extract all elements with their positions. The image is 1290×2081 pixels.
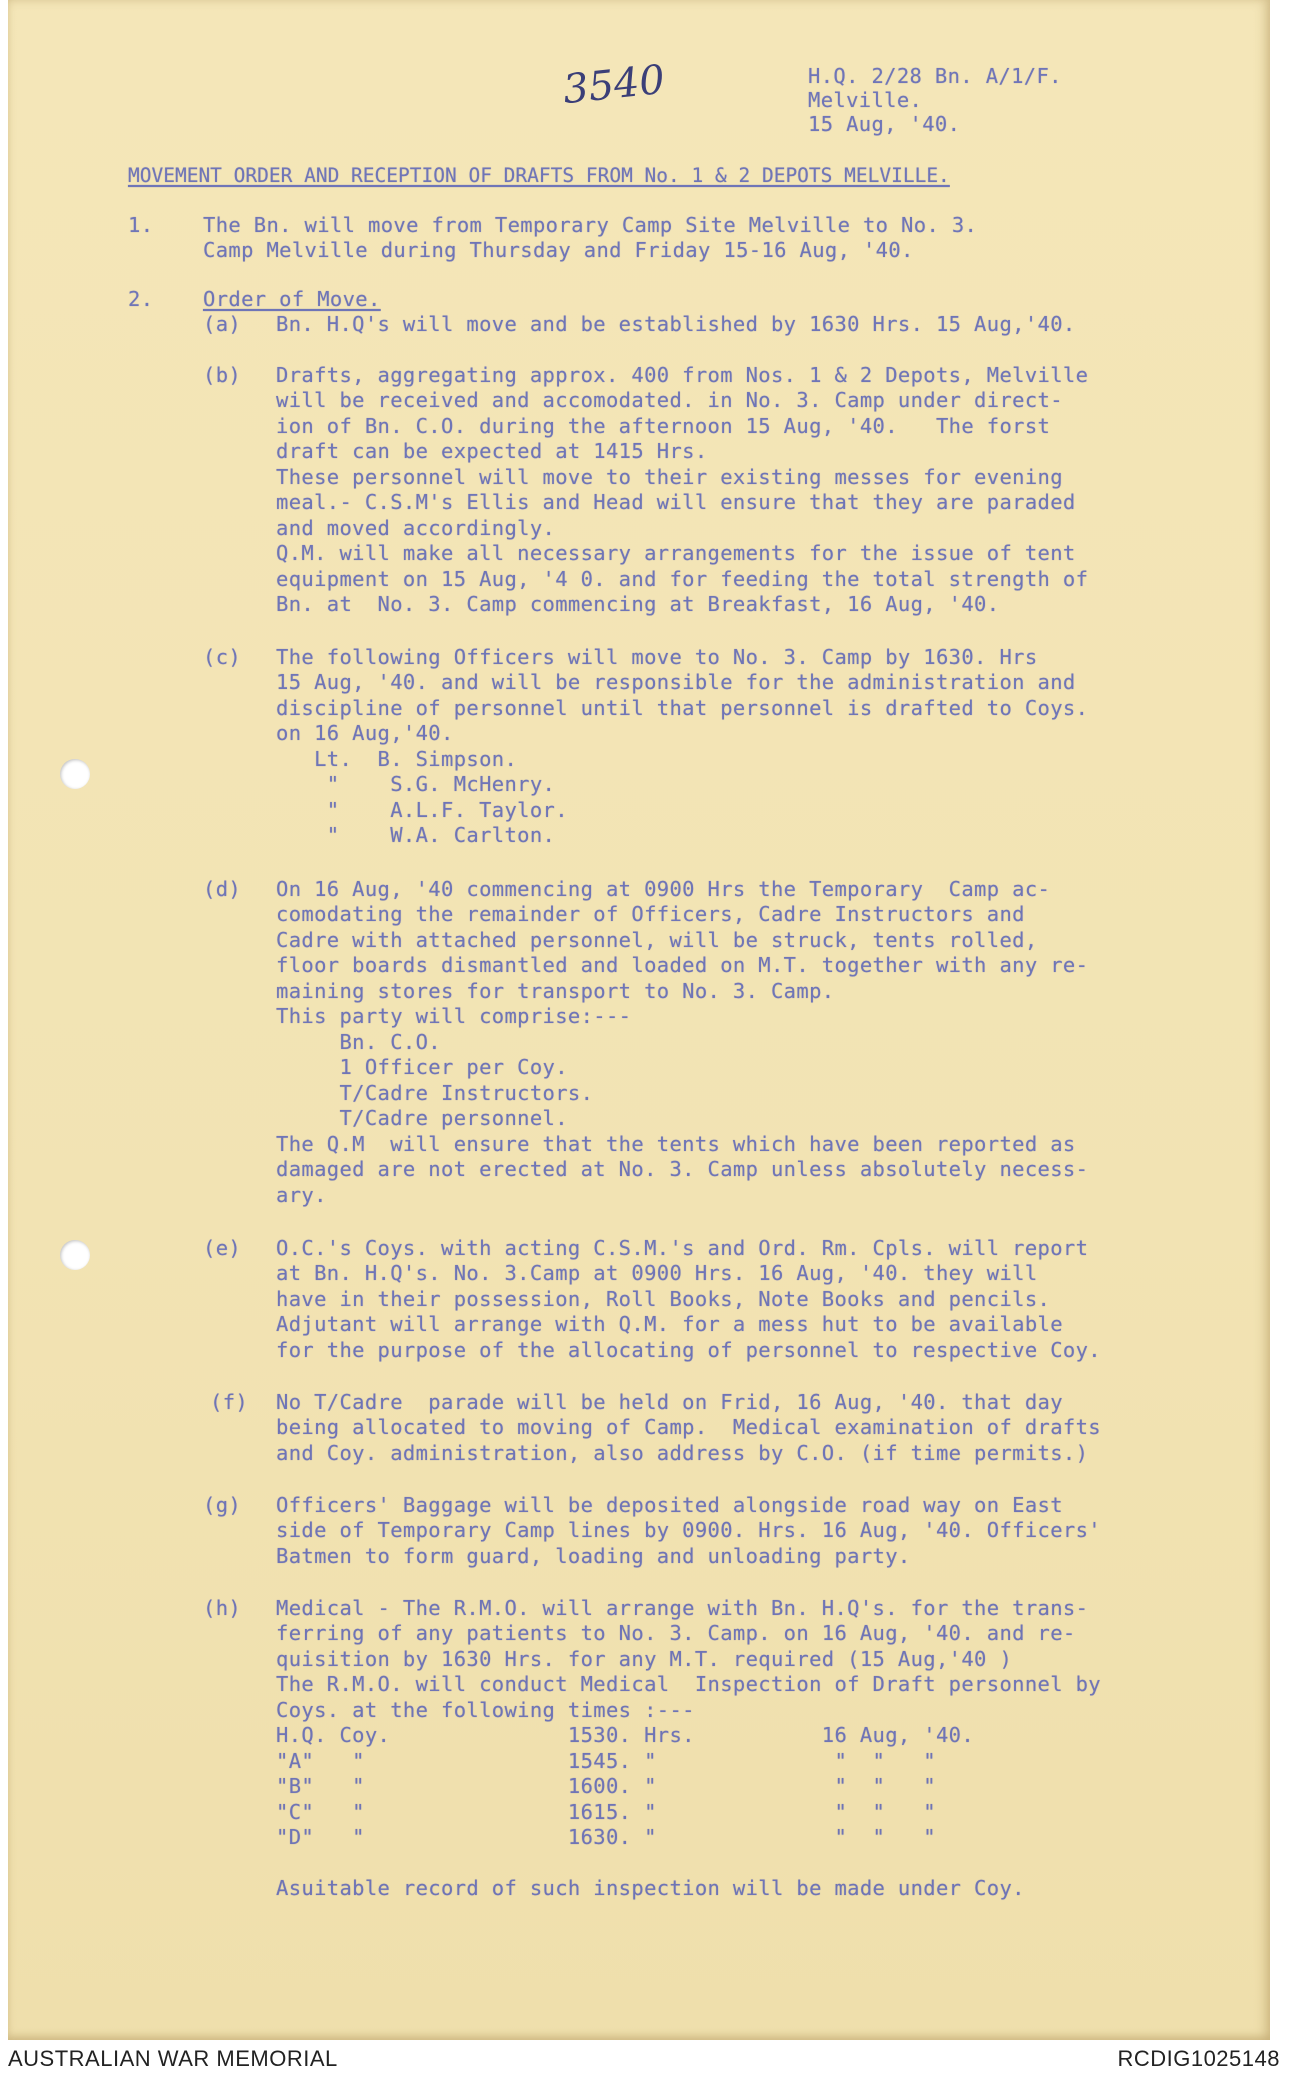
sub-b-line: meal.- C.S.M's Ellis and Head will ensure that they are paraded xyxy=(276,490,1076,514)
sub-b-line: Q.M. will make all necessary arrangements for the issue of tent xyxy=(276,541,1076,565)
sub-d-line: Cadre with attached personnel, will be struck, tents rolled, xyxy=(276,928,1038,952)
inspection-row: "B" " 1600. " " " " xyxy=(276,1774,936,1798)
sub-g-line: Batmen to form guard, loading and unloading party. xyxy=(276,1544,911,1568)
sub-c-line: 15 Aug, '40. and will be responsible for the administration and xyxy=(276,670,1076,694)
handwritten-number: 3540 xyxy=(560,56,667,114)
sub-e-line: O.C.'s Coys. with acting C.S.M.'s and Ord. Rm. Cpls. will report xyxy=(276,1236,1089,1260)
party-entry: Bn. C.O. xyxy=(276,1030,441,1054)
header-line-1: H.Q. 2/28 Bn. A/1/F. xyxy=(808,64,1062,88)
sub-h-line: The R.M.O. will conduct Medical Inspection of Draft personnel by xyxy=(276,1672,1101,1696)
para-2-number: 2. xyxy=(128,287,154,311)
sub-d-line: On 16 Aug, '40 commencing at 0900 Hrs the Temporary Camp ac- xyxy=(276,877,1051,901)
sub-c-line: discipline of personnel until that personnel is drafted to Coys. xyxy=(276,696,1089,720)
inspection-row: "A" " 1545. " " " " xyxy=(276,1749,936,1773)
footer-archive-name: AUSTRALIAN WAR MEMORIAL xyxy=(8,2046,338,2071)
sub-h-line: Coys. at the following times :--- xyxy=(276,1698,695,1722)
sub-c-line: The following Officers will move to No. 3. Camp by 1630. Hrs xyxy=(276,645,1038,669)
sub-g-line: Officers' Baggage will be deposited alongside road way on East xyxy=(276,1493,1063,1517)
sub-h-line: Asuitable record of such inspection will be made under Coy. xyxy=(276,1876,1025,1900)
sub-d-line: The Q.M will ensure that the tents which have been reported as xyxy=(276,1132,1076,1156)
sub-f-label: (f) xyxy=(210,1390,249,1414)
inspection-row: H.Q. Coy. 1530. Hrs. 16 Aug, '40. xyxy=(276,1723,975,1747)
para-2-heading: Order of Move. xyxy=(203,287,381,311)
sub-g-line: side of Temporary Camp lines by 0900. Hrs. 16 Aug, '40. Officers' xyxy=(276,1518,1101,1542)
sub-h-label: (h) xyxy=(203,1596,242,1620)
officer-entry: Lt. B. Simpson. xyxy=(276,747,518,771)
punch-hole xyxy=(60,759,90,789)
inspection-row: "C" " 1615. " " " " xyxy=(276,1800,936,1824)
party-entry: T/Cadre personnel. xyxy=(276,1106,568,1130)
header-line-3: 15 Aug, '40. xyxy=(808,112,961,136)
sub-b-line: draft can be expected at 1415 Hrs. xyxy=(276,439,708,463)
sub-c-line: on 16 Aug,'40. xyxy=(276,721,454,745)
sub-e-line: at Bn. H.Q's. No. 3.Camp at 0900 Hrs. 16 Aug, '40. they will xyxy=(276,1261,1038,1285)
sub-e-label: (e) xyxy=(203,1236,242,1260)
sub-b-line: and moved accordingly. xyxy=(276,516,556,540)
sub-e-line: have in their possession, Roll Books, Note Books and pencils. xyxy=(276,1287,1051,1311)
header-line-2: Melville. xyxy=(808,88,923,112)
officer-entry: " S.G. McHenry. xyxy=(276,772,556,796)
sub-d-line: maining stores for transport to No. 3. Camp. xyxy=(276,979,835,1003)
sub-b-line: Drafts, aggregating approx. 400 from Nos. 1 & 2 Depots, Melville xyxy=(276,363,1089,387)
sub-a-label: (a) xyxy=(203,312,242,336)
party-entry: 1 Officer per Coy. xyxy=(276,1055,568,1079)
officer-entry: " A.L.F. Taylor. xyxy=(276,798,568,822)
party-entry: T/Cadre Instructors. xyxy=(276,1081,594,1105)
para-1-number: 1. xyxy=(128,213,154,237)
sub-g-label: (g) xyxy=(203,1493,242,1517)
sub-d-line: floor boards dismantled and loaded on M.T. together with any re- xyxy=(276,953,1089,977)
sub-e-line: Adjutant will arrange with Q.M. for a mess hut to be available xyxy=(276,1312,1063,1336)
sub-b-line: ion of Bn. C.O. during the afternoon 15 Aug, '40. The forst xyxy=(276,414,1051,438)
sub-h-line: Medical - The R.M.O. will arrange with Bn. H.Q's. for the trans- xyxy=(276,1596,1089,1620)
sub-h-line: ferring of any patients to No. 3. Camp. on 16 Aug, '40. and re- xyxy=(276,1621,1076,1645)
sub-b-line: Bn. at No. 3. Camp commencing at Breakfast, 16 Aug, '40. xyxy=(276,592,1000,616)
sub-d-line: ary. xyxy=(276,1183,327,1207)
sub-f-line: being allocated to moving of Camp. Medical examination of drafts xyxy=(276,1415,1101,1439)
sub-c-label: (c) xyxy=(203,645,242,669)
sub-d-label: (d) xyxy=(203,877,242,901)
para-1-line: The Bn. will move from Temporary Camp Site Melville to No. 3. xyxy=(203,213,978,237)
sub-d-line: This party will comprise:--- xyxy=(276,1004,632,1028)
sub-a-line: Bn. H.Q's will move and be established by 1630 Hrs. 15 Aug,'40. xyxy=(276,312,1076,336)
inspection-row: "D" " 1630. " " " " xyxy=(276,1825,936,1849)
officer-entry: " W.A. Carlton. xyxy=(276,823,556,847)
footer-record-id: RCDIG1025148 xyxy=(1117,2046,1280,2071)
sub-d-line: comodating the remainder of Officers, Cadre Instructors and xyxy=(276,902,1025,926)
punch-hole xyxy=(60,1240,90,1270)
sub-b-label: (b) xyxy=(203,363,242,387)
sub-f-line: and Coy. administration, also address by C.O. (if time permits.) xyxy=(276,1441,1089,1465)
para-1-line: Camp Melville during Thursday and Friday 15-16 Aug, '40. xyxy=(203,238,914,262)
sub-f-line: No T/Cadre parade will be held on Frid, 16 Aug, '40. that day xyxy=(276,1390,1063,1414)
sub-b-line: equipment on 15 Aug, '4 0. and for feeding the total strength of xyxy=(276,567,1089,591)
sub-b-line: These personnel will move to their existing messes for evening xyxy=(276,465,1063,489)
sub-h-line: quisition by 1630 Hrs. for any M.T. required (15 Aug,'40 ) xyxy=(276,1647,1013,1671)
sub-d-line: damaged are not erected at No. 3. Camp unless absolutely necess- xyxy=(276,1157,1089,1181)
document-title: MOVEMENT ORDER AND RECEPTION OF DRAFTS FROM No. 1 & 2 DEPOTS MELVILLE. xyxy=(128,164,950,187)
sub-e-line: for the purpose of the allocating of personnel to respective Coy. xyxy=(276,1338,1101,1362)
sub-b-line: will be received and accomodated. in No. 3. Camp under direct- xyxy=(276,388,1063,412)
